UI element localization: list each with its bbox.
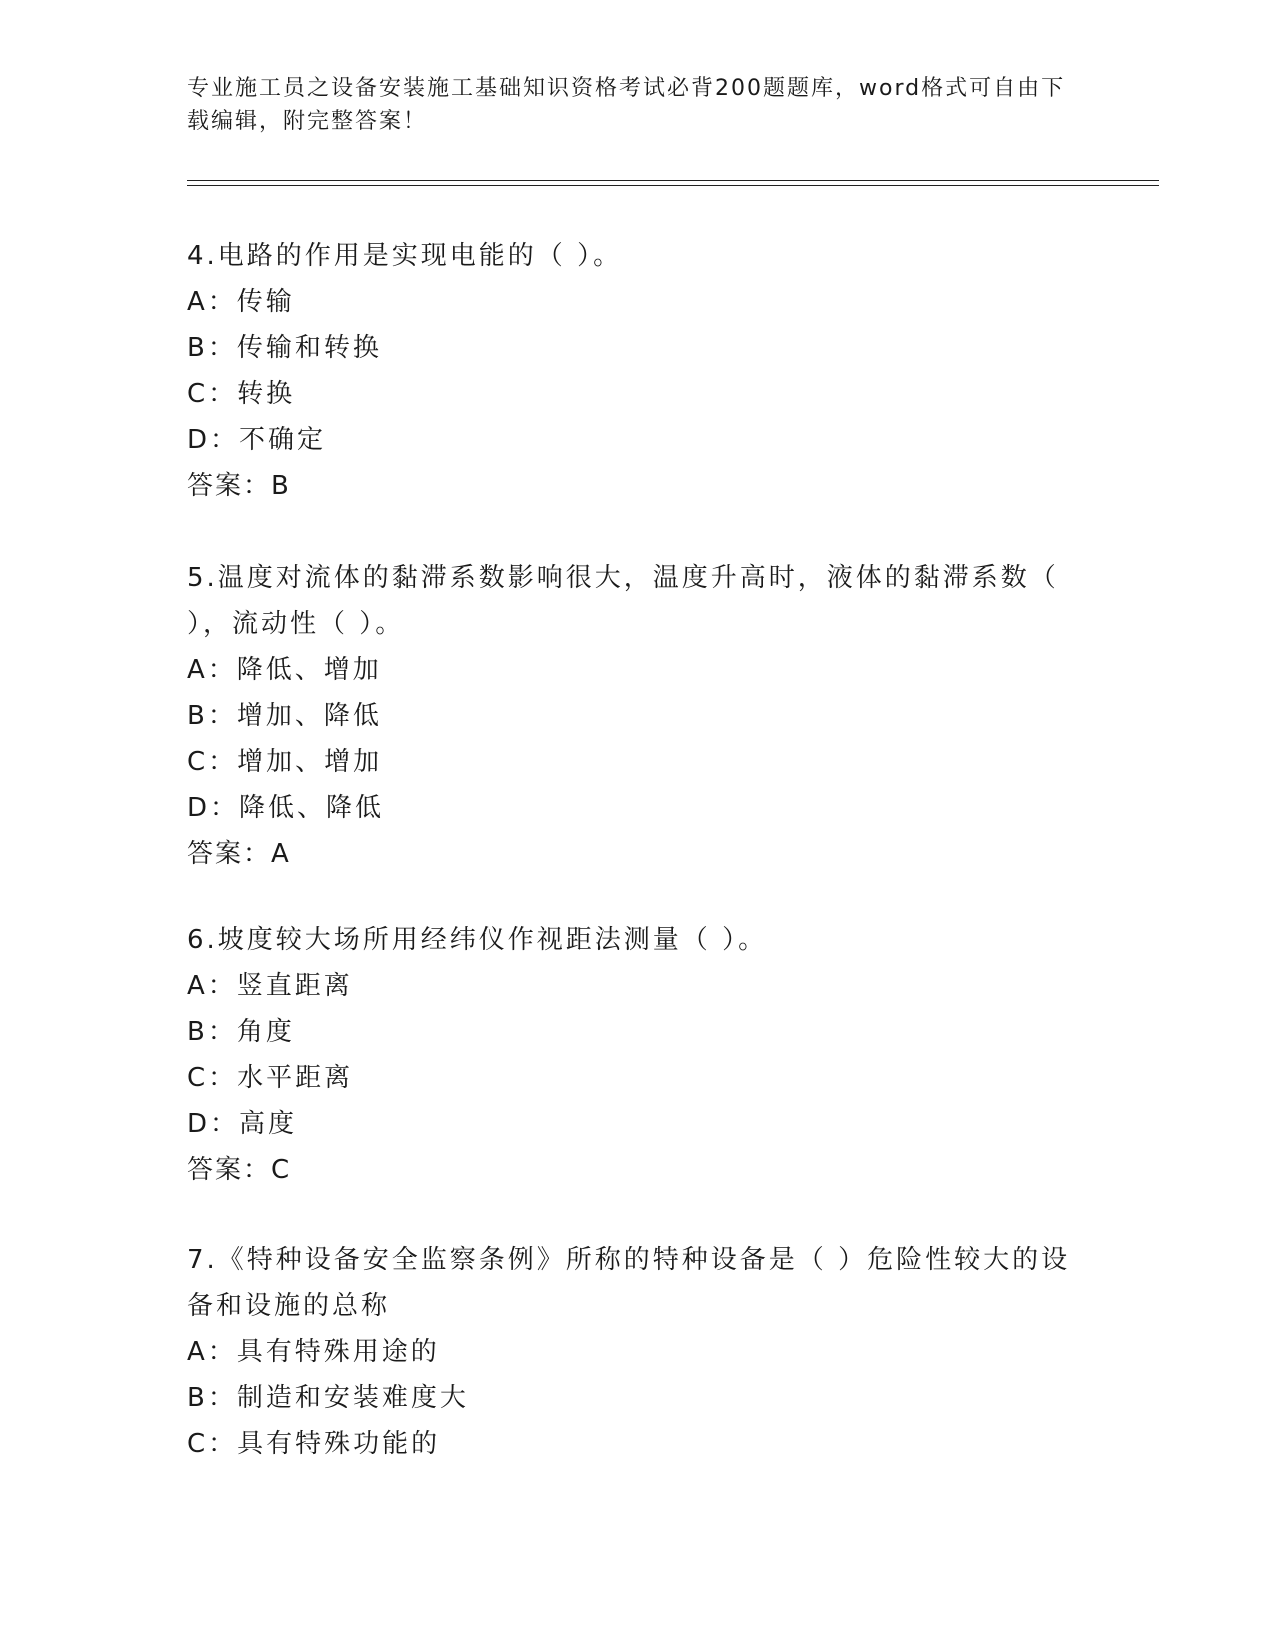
option-d: D：不确定 bbox=[187, 425, 327, 455]
option-c: C：水平距离 bbox=[187, 1063, 354, 1093]
question-6 bbox=[187, 917, 1087, 1193]
option-c: C：增加、增加 bbox=[187, 747, 383, 777]
option-c: C：转换 bbox=[187, 379, 296, 409]
question-stem: 7.《特种设备安全监察条例》所称的特种设备是（ ）危险性较大的设备和设施的总称 bbox=[187, 1245, 1071, 1321]
question-5 bbox=[187, 555, 1087, 877]
option-c: C：具有特殊功能的 bbox=[187, 1429, 441, 1459]
option-a: A：具有特殊用途的 bbox=[187, 1337, 440, 1367]
answer: 答案：A bbox=[187, 839, 291, 869]
document-header: 专业施工员之设备安装施工基础知识资格考试必背200题题库，word格式可自由下载编辑，附完整答案！ bbox=[187, 76, 1066, 134]
option-a: A：竖直距离 bbox=[187, 971, 353, 1001]
header-divider-bottom bbox=[187, 185, 1159, 186]
question-7 bbox=[187, 1237, 1087, 1467]
question-4 bbox=[187, 233, 1087, 509]
option-a: A：传输 bbox=[187, 287, 295, 317]
option-b: B：角度 bbox=[187, 1017, 295, 1047]
option-b: B：传输和转换 bbox=[187, 333, 382, 363]
header-divider-top bbox=[187, 180, 1159, 181]
option-d: D：降低、降低 bbox=[187, 793, 385, 823]
question-stem: 5.温度对流体的黏滞系数影响很大，温度升高时，液体的黏滞系数（ ），流动性（ ）。 bbox=[187, 563, 1059, 639]
answer: 答案：B bbox=[187, 471, 291, 501]
option-b: B：制造和安装难度大 bbox=[187, 1383, 469, 1413]
answer: 答案：C bbox=[187, 1155, 292, 1185]
option-b: B：增加、降低 bbox=[187, 701, 382, 731]
question-stem: 4.电路的作用是实现电能的（ ）。 bbox=[187, 241, 623, 271]
option-d: D：高度 bbox=[187, 1109, 298, 1139]
question-stem: 6.坡度较大场所用经纬仪作视距法测量（ ）。 bbox=[187, 925, 768, 955]
option-a: A：降低、增加 bbox=[187, 655, 382, 685]
